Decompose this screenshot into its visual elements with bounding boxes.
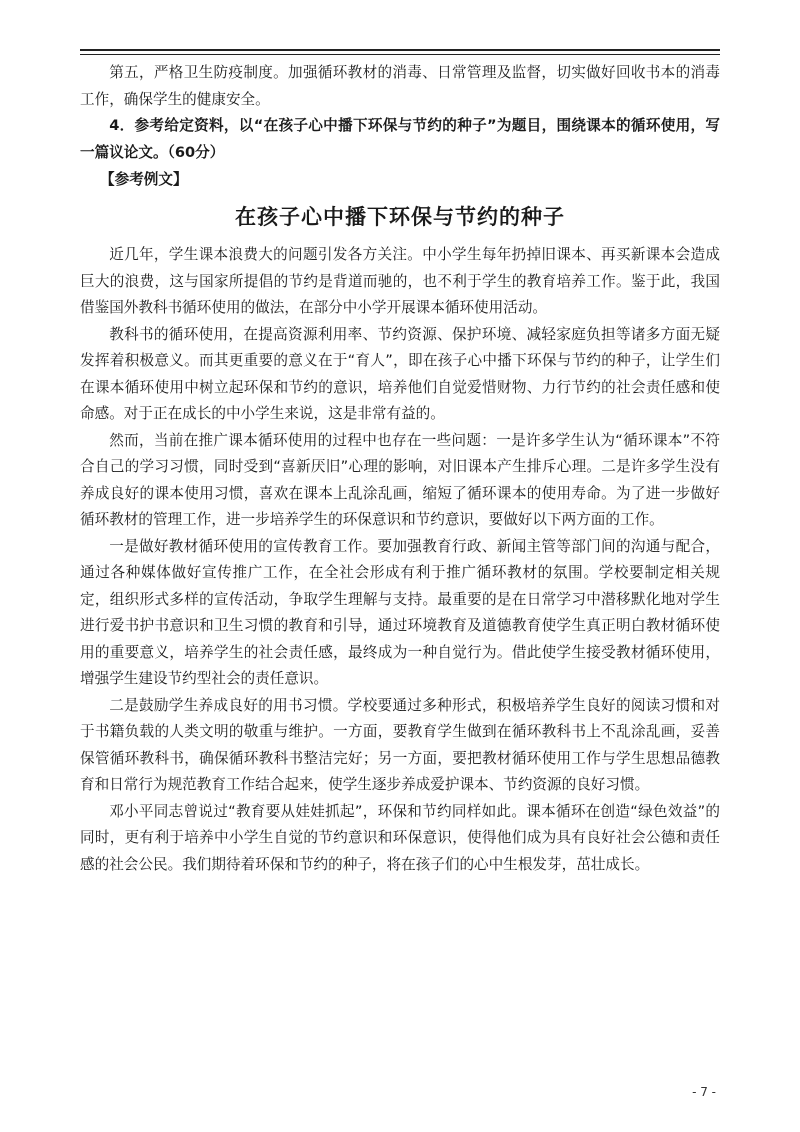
essay-title: 在孩子心中播下环保与节约的种子 xyxy=(235,204,565,229)
header-rule-thick xyxy=(80,49,720,51)
page-number: - 7 - xyxy=(692,1085,716,1099)
essay-paragraph-1: 近几年，学生课本浪费大的问题引发各方关注。中小学生每年扔掉旧课本、再买新课本会造成巨大的浪费，这与国家所提倡的节约是背道而驰的，也不利于学生的教育培养工作。鉴于此，我国借鉴国外教科书循环使用的做法，在部分中小学开展课本循环使用活动。 xyxy=(80,246,720,316)
essay-paragraph-2: 教科书的循环使用，在提高资源利用率、节约资源、保护环境、减轻家庭负担等诸多方面无疑发挥着积极意义。而其更重要的意义在于“育人”，即在孩子心中播下环保与节约的种子，让学生们在课本循环使用中树立起环保和节约的意识，培养他们自觉爱惜财物、力行节约的社会责任感和使命感。对于正在成长的中小学生来说，这是非常有益的。 xyxy=(80,325,720,422)
essay-paragraph-4: 一是做好教材循环使用的宣传教育工作。要加强教育行政、新闻主管等部门间的沟通与配合，通过各种媒体做好宣传推广工作，在全社会形成有利于推广循环教材的氛围。学校要制定相关规定，组织形式多样的宣传活动，争取学生理解与支持。最重要的是在日常学习中潜移默化地对学生进行爱书护书意识和卫生习惯的教育和引导，通过环境教育及道德教育使学生真正明白教材循环使用的重要意义，培养学生的社会责任感，最终成为一种自觉行为。借此使学生接受教材循环使用，增强学生建设节约型社会的责任意识。 xyxy=(80,537,720,687)
essay-paragraph-6: 邓小平同志曾说过“教育要从娃娃抓起”，环保和节约同样如此。课本循环在创造“绿色效益”的同时，更有利于培养中小学生自觉的节约意识和环保意识，使得他们成为具有良好社会公德和责任感的社会公民。我们期待着环保和节约的种子，将在孩子们的心中生根发芽，茁壮成长。 xyxy=(80,802,720,873)
reference-essay-label: 【参考例文】 xyxy=(100,171,188,188)
page-content xyxy=(80,60,720,878)
section-five-paragraph: 第五，严格卫生防疫制度。加强循环教材的消毒、日常管理及监督，切实做好回收书本的消毒工作，确保学生的健康安全。 xyxy=(80,64,720,108)
essay-task-prompt: 4．参考给定资料，以“在孩子心中播下环保与节约的种子”为题目，围绕课本的循环使用，写一篇议论文。（60分） xyxy=(80,117,720,161)
essay-paragraph-3: 然而，当前在推广课本循环使用的过程中也存在一些问题：一是许多学生认为“循环课本”不符合自己的学习习惯，同时受到“喜新厌旧”心理的影响，对旧课本产生排斥心理。二是许多学生没有养成良好的课本使用习惯，喜欢在课本上乱涂乱画，缩短了循环课本的使用寿命。为了进一步做好循环教材的管理工作，进一步培养学生的环保意识和节约意识，要做好以下两方面的工作。 xyxy=(80,431,720,528)
essay-paragraph-5: 二是鼓励学生养成良好的用书习惯。学校要通过多种形式，积极培养学生良好的阅读习惯和对于书籍负载的人类文明的敬重与维护。一方面，要教育学生做到在循环教科书上不乱涂乱画，妥善保管循环教科书，确保循环教科书整洁完好；另一方面，要把教材循环使用工作与学生思想品德教育和日常行为规范教育工作结合起来，使学生逐步养成爱护课本、节约资源的良好习惯。 xyxy=(80,696,720,793)
header-rule-thin xyxy=(80,54,720,55)
